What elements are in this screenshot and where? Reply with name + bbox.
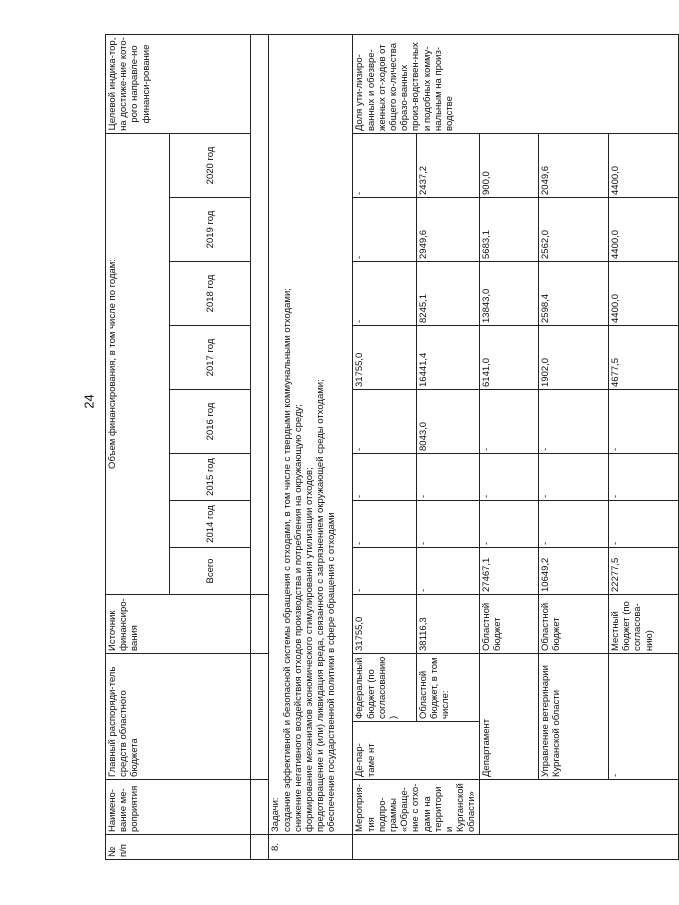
value-cell: -: [538, 454, 608, 501]
source-cell: Областной бюджет: [479, 595, 538, 654]
value-cell: 31755,0: [353, 595, 416, 654]
header-manager: Главный распоряди-тель средств областного бюджета: [106, 654, 251, 780]
header-source-placeholder: [251, 595, 269, 654]
header-empty-span: [251, 34, 269, 594]
department-short: Де-пар-таме нт: [353, 722, 479, 780]
value-cell: -: [608, 390, 678, 454]
header-year-2016: 2016 год: [170, 390, 251, 454]
value-cell: 4400,0: [608, 262, 678, 326]
source-cell: Местный бюджет (по согласова-нию): [608, 595, 678, 654]
value-cell: 22277,5: [608, 548, 678, 595]
table-row: [608, 34, 678, 859]
value-cell: -: [353, 501, 416, 548]
value-cell: -: [538, 390, 608, 454]
header-num-placeholder: [251, 835, 269, 860]
value-cell: 2949,6: [416, 198, 479, 262]
value-cell: 4400,0: [608, 133, 678, 197]
header-year-2017: 2017 год: [170, 326, 251, 390]
task-item: создание эффективной и безопасной системы обращения с отходами, в том числе с твердыми коммунальными отходами;: [281, 288, 293, 832]
header-year-2015: 2015 год: [170, 454, 251, 501]
value-cell: 5683,1: [479, 198, 538, 262]
header-manager-placeholder: [251, 654, 269, 780]
value-cell: -: [416, 501, 479, 548]
header-year-2019: 2019 год: [170, 198, 251, 262]
table-row: [353, 34, 416, 859]
source-cell: Федеральный бюджет (по согласованию): [353, 654, 416, 722]
table-row: [479, 34, 538, 859]
header-source: Источник финансиро-вания: [106, 595, 251, 654]
header-year-2020: 2020 год: [170, 133, 251, 197]
value-cell: -: [353, 133, 416, 197]
header-row-3: [251, 34, 269, 859]
value-cell: -: [353, 454, 416, 501]
tasks-row: [269, 34, 353, 859]
activity-name: Мероприя-тия подпро-граммы «Обраще-ние с отхо-дами на территории Курганской области»: [353, 780, 479, 835]
value-cell: -: [416, 548, 479, 595]
page-number: 24: [81, 394, 97, 409]
manager-cell: Управление ветеринарии Курганской области: [538, 654, 608, 780]
tasks-title: Задачи:: [270, 797, 282, 832]
manager-cell: -: [608, 654, 678, 780]
source-cell: Областной бюджет, в том числе:: [416, 654, 479, 722]
value-cell: 8043,0: [416, 390, 479, 454]
activity-name-continued: [479, 780, 678, 835]
value-cell: -: [353, 390, 416, 454]
header-target: Целевой индика-тор, на достиже-ние кото-рого направле-но финанси-рование: [106, 34, 251, 133]
value-cell: 2562,0: [538, 198, 608, 262]
header-name-placeholder: [251, 780, 269, 835]
table-row: [538, 34, 608, 859]
value-cell: 16441,4: [416, 326, 479, 390]
task-item: формирование механизмов экономического стимулирования утилизации отходов;: [304, 467, 316, 832]
header-num: № п/п: [106, 835, 251, 860]
row-num-empty: [353, 835, 679, 860]
value-cell: 2049,6: [538, 133, 608, 197]
source-cell: Областной бюджет: [538, 595, 608, 654]
value-cell: -: [353, 198, 416, 262]
value-cell: 27467,1: [479, 548, 538, 595]
manager-cell: Департамент: [479, 654, 538, 780]
value-cell: -: [353, 262, 416, 326]
value-cell: 900,0: [479, 133, 538, 197]
header-year-2014: 2014 год: [170, 501, 251, 548]
header-year-2018: 2018 год: [170, 262, 251, 326]
value-cell: -: [416, 454, 479, 501]
value-cell: 1902,0: [538, 326, 608, 390]
value-cell: -: [353, 548, 416, 595]
header-name: Наимено-вание ме-роприятия: [106, 780, 251, 835]
value-cell: 4400,0: [608, 198, 678, 262]
value-cell: -: [479, 390, 538, 454]
value-cell: -: [538, 501, 608, 548]
value-cell: -: [608, 501, 678, 548]
header-volume: Объем финансирования, в том числе по годам:: [106, 133, 170, 594]
target-indicator: Доля ути-лизиро-ванных и обезвре-женных от-ходов от общего ко-личества образо-ванных произ-водствен-ных и подобных комму-нальным на произ-водстве: [353, 34, 679, 133]
value-cell: -: [479, 501, 538, 548]
tasks-block: [269, 34, 353, 834]
value-cell: 38116,3: [416, 595, 479, 654]
row-number: 8.: [269, 835, 353, 860]
header-total: Всего: [170, 548, 251, 595]
financing-table: [105, 34, 679, 860]
rotated-table-wrapper: [105, 35, 655, 860]
value-cell: 10649,2: [538, 548, 608, 595]
value-cell: 2598,4: [538, 262, 608, 326]
value-cell: -: [608, 454, 678, 501]
value-cell: 6141,0: [479, 326, 538, 390]
task-item: обеспечение государственной политики в сфере обращения с отходами: [326, 512, 338, 832]
value-cell: 13843,0: [479, 262, 538, 326]
value-cell: -: [479, 454, 538, 501]
task-item: предотвращение и (или) ликвидация вреда, связанного с загрязнением окружающей среды отходами;: [315, 379, 327, 832]
task-item: снижение негативного воздействия отходов производства и потребления на окружающую среду;: [292, 404, 304, 832]
value-cell: 2437,2: [416, 133, 479, 197]
header-row-1: [106, 34, 170, 859]
value-cell: 8245,1: [416, 262, 479, 326]
value-cell: 4677,5: [608, 326, 678, 390]
value-cell: 31755,0: [353, 326, 416, 390]
